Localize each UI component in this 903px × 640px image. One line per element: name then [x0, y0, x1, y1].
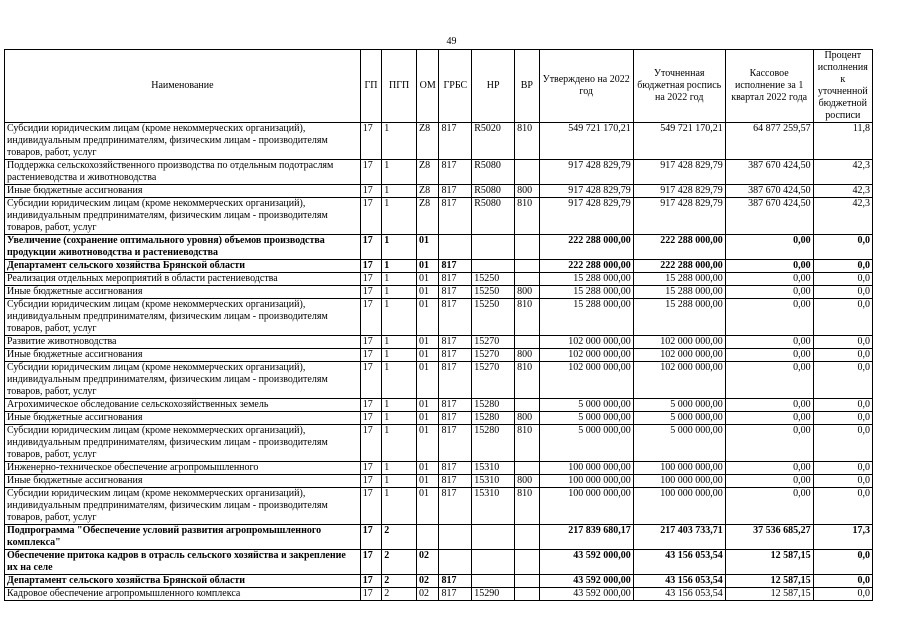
cell-percent: 0,0	[813, 399, 872, 412]
table-header-row	[5, 50, 873, 123]
cell-name: Иные бюджетные ассигнования	[5, 412, 361, 425]
cell-om: 01	[417, 286, 439, 299]
cell-om: 01	[417, 412, 439, 425]
cell-grbs: 817	[439, 286, 472, 299]
cell-name: Департамент сельского хозяйства Брянской области	[5, 260, 361, 273]
table-row	[5, 273, 873, 286]
cell-refined: 100 000 000,00	[633, 462, 725, 475]
cell-cash: 0,00	[725, 412, 813, 425]
cell-name: Субсидии юридическим лицам (кроме некоммерческих организаций), индивидуальным предпринимателям, физическим лицам - производителям товаров, работ, услуг	[5, 425, 361, 462]
cell-cash: 0,00	[725, 273, 813, 286]
cell-percent: 0,0	[813, 362, 872, 399]
cell-gp: 17	[360, 425, 381, 462]
cell-gp: 17	[360, 123, 381, 160]
cell-vr	[515, 273, 540, 286]
cell-refined: 917 428 829,79	[633, 185, 725, 198]
cell-gp: 17	[360, 286, 381, 299]
cell-grbs: 817	[439, 588, 472, 601]
cell-percent: 0,0	[813, 260, 872, 273]
cell-vr	[515, 336, 540, 349]
table-row	[5, 412, 873, 425]
table-row	[5, 349, 873, 362]
cell-om: 01	[417, 349, 439, 362]
cell-vr: 810	[515, 198, 540, 235]
cell-nr: R5080	[472, 160, 515, 185]
cell-name: Субсидии юридическим лицам (кроме некоммерческих организаций), индивидуальным предпринимателям, физическим лицам - производителям товаров, работ, услуг	[5, 198, 361, 235]
cell-cash: 0,00	[725, 425, 813, 462]
cell-om: Z8	[417, 160, 439, 185]
cell-cash: 0,00	[725, 475, 813, 488]
table-row	[5, 336, 873, 349]
cell-om: 01	[417, 273, 439, 286]
cell-approved: 43 592 000,00	[539, 575, 633, 588]
cell-approved: 100 000 000,00	[539, 475, 633, 488]
cell-ppgp: 1	[382, 198, 417, 235]
cell-vr: 800	[515, 286, 540, 299]
cell-gp: 17	[360, 273, 381, 286]
cell-name: Увеличение (сохранение оптимального уровня) объемов производства продукции животноводства и растениеводства	[5, 235, 361, 260]
cell-refined: 15 288 000,00	[633, 286, 725, 299]
cell-cash: 0,00	[725, 260, 813, 273]
header-vr: ВР	[515, 50, 540, 123]
cell-percent: 42,3	[813, 198, 872, 235]
cell-nr: R5080	[472, 198, 515, 235]
cell-om: 01	[417, 362, 439, 399]
cell-percent: 0,0	[813, 488, 872, 525]
cell-vr	[515, 160, 540, 185]
cell-nr: 15270	[472, 362, 515, 399]
cell-gp: 17	[360, 588, 381, 601]
table-row	[5, 425, 873, 462]
cell-gp: 17	[360, 575, 381, 588]
cell-vr	[515, 462, 540, 475]
cell-approved: 5 000 000,00	[539, 412, 633, 425]
cell-cash: 0,00	[725, 462, 813, 475]
cell-gp: 17	[360, 160, 381, 185]
cell-cash: 0,00	[725, 235, 813, 260]
table-row	[5, 185, 873, 198]
table-row	[5, 299, 873, 336]
table-row	[5, 462, 873, 475]
cell-grbs: 817	[439, 160, 472, 185]
cell-vr: 810	[515, 299, 540, 336]
cell-vr	[515, 235, 540, 260]
cell-ppgp: 1	[382, 160, 417, 185]
cell-percent: 0,0	[813, 336, 872, 349]
cell-cash: 387 670 424,50	[725, 185, 813, 198]
cell-om: 01	[417, 260, 439, 273]
cell-grbs: 817	[439, 273, 472, 286]
cell-refined: 102 000 000,00	[633, 362, 725, 399]
cell-om: 01	[417, 462, 439, 475]
cell-percent: 0,0	[813, 412, 872, 425]
cell-refined: 222 288 000,00	[633, 235, 725, 260]
cell-grbs: 817	[439, 299, 472, 336]
cell-percent: 0,0	[813, 273, 872, 286]
cell-refined: 100 000 000,00	[633, 488, 725, 525]
cell-grbs	[439, 525, 472, 550]
cell-om: 01	[417, 299, 439, 336]
cell-refined: 917 428 829,79	[633, 160, 725, 185]
cell-refined: 100 000 000,00	[633, 475, 725, 488]
cell-cash: 0,00	[725, 362, 813, 399]
cell-cash: 387 670 424,50	[725, 160, 813, 185]
table-row	[5, 286, 873, 299]
cell-ppgp: 1	[382, 185, 417, 198]
cell-om: Z8	[417, 123, 439, 160]
cell-percent: 0,0	[813, 462, 872, 475]
cell-gp: 17	[360, 475, 381, 488]
cell-percent: 0,0	[813, 575, 872, 588]
cell-approved: 43 592 000,00	[539, 588, 633, 601]
cell-ppgp: 1	[382, 286, 417, 299]
cell-refined: 102 000 000,00	[633, 336, 725, 349]
cell-percent: 0,0	[813, 425, 872, 462]
cell-ppgp: 1	[382, 235, 417, 260]
cell-percent: 0,0	[813, 550, 872, 575]
cell-approved: 102 000 000,00	[539, 349, 633, 362]
cell-refined: 549 721 170,21	[633, 123, 725, 160]
cell-vr	[515, 525, 540, 550]
cell-percent: 0,0	[813, 286, 872, 299]
cell-percent: 42,3	[813, 160, 872, 185]
cell-gp: 17	[360, 235, 381, 260]
cell-approved: 549 721 170,21	[539, 123, 633, 160]
cell-refined: 15 288 000,00	[633, 273, 725, 286]
table-row	[5, 575, 873, 588]
cell-nr	[472, 550, 515, 575]
cell-approved: 15 288 000,00	[539, 273, 633, 286]
cell-gp: 17	[360, 462, 381, 475]
cell-ppgp: 2	[382, 588, 417, 601]
cell-approved: 917 428 829,79	[539, 185, 633, 198]
cell-nr: 15280	[472, 425, 515, 462]
cell-nr: 15270	[472, 336, 515, 349]
cell-percent: 0,0	[813, 235, 872, 260]
cell-ppgp: 1	[382, 349, 417, 362]
cell-name: Развитие животноводства	[5, 336, 361, 349]
cell-approved: 100 000 000,00	[539, 462, 633, 475]
cell-percent: 11,8	[813, 123, 872, 160]
table-body	[5, 123, 873, 601]
cell-approved: 102 000 000,00	[539, 362, 633, 399]
cell-cash: 12 587,15	[725, 550, 813, 575]
cell-gp: 17	[360, 550, 381, 575]
cell-vr	[515, 399, 540, 412]
cell-om: 01	[417, 235, 439, 260]
cell-approved: 43 592 000,00	[539, 550, 633, 575]
table-row	[5, 525, 873, 550]
cell-approved: 917 428 829,79	[539, 160, 633, 185]
cell-grbs: 817	[439, 488, 472, 525]
cell-refined: 43 156 053,54	[633, 588, 725, 601]
cell-refined: 102 000 000,00	[633, 349, 725, 362]
page-number: 49	[446, 36, 457, 47]
table-row	[5, 550, 873, 575]
table-row	[5, 260, 873, 273]
cell-gp: 17	[360, 336, 381, 349]
cell-refined: 5 000 000,00	[633, 412, 725, 425]
cell-om: Z8	[417, 185, 439, 198]
cell-vr	[515, 588, 540, 601]
cell-name: Иные бюджетные ассигнования	[5, 185, 361, 198]
cell-nr: 15310	[472, 488, 515, 525]
cell-name: Иные бюджетные ассигнования	[5, 286, 361, 299]
cell-approved: 102 000 000,00	[539, 336, 633, 349]
cell-refined: 15 288 000,00	[633, 299, 725, 336]
cell-vr: 800	[515, 412, 540, 425]
cell-nr	[472, 260, 515, 273]
header-nr: НР	[472, 50, 515, 123]
cell-gp: 17	[360, 299, 381, 336]
cell-name: Субсидии юридическим лицам (кроме некоммерческих организаций), индивидуальным предпринимателям, физическим лицам - производителям товаров, работ, услуг	[5, 123, 361, 160]
header-om: ОМ	[417, 50, 439, 123]
cell-grbs: 817	[439, 425, 472, 462]
cell-vr	[515, 575, 540, 588]
cell-ppgp: 1	[382, 425, 417, 462]
cell-refined: 5 000 000,00	[633, 425, 725, 462]
cell-gp: 17	[360, 412, 381, 425]
header-grbs: ГРБС	[439, 50, 472, 123]
cell-cash: 0,00	[725, 349, 813, 362]
cell-cash: 0,00	[725, 299, 813, 336]
cell-refined: 217 403 733,71	[633, 525, 725, 550]
header-approved: Утверждено на 2022 год	[539, 50, 633, 123]
cell-name: Обеспечение притока кадров в отрасль сельского хозяйства и закрепление их на селе	[5, 550, 361, 575]
cell-gp: 17	[360, 260, 381, 273]
cell-ppgp: 2	[382, 550, 417, 575]
cell-refined: 43 156 053,54	[633, 550, 725, 575]
cell-ppgp: 1	[382, 475, 417, 488]
cell-grbs	[439, 235, 472, 260]
cell-name: Субсидии юридическим лицам (кроме некоммерческих организаций), индивидуальным предпринимателям, физическим лицам - производителям товаров, работ, услуг	[5, 362, 361, 399]
cell-grbs: 817	[439, 362, 472, 399]
header-ppgp: ПГП	[382, 50, 417, 123]
cell-approved: 5 000 000,00	[539, 399, 633, 412]
cell-om	[417, 525, 439, 550]
header-cash: Кассовое исполнение за 1 квартал 2022 года	[725, 50, 813, 123]
cell-name: Инженерно-техническое обеспечение агропромышленного	[5, 462, 361, 475]
cell-refined: 43 156 053,54	[633, 575, 725, 588]
cell-nr: 15280	[472, 399, 515, 412]
cell-vr: 810	[515, 123, 540, 160]
cell-vr	[515, 260, 540, 273]
table-row	[5, 362, 873, 399]
cell-gp: 17	[360, 362, 381, 399]
cell-grbs: 817	[439, 399, 472, 412]
cell-ppgp: 2	[382, 525, 417, 550]
cell-vr: 800	[515, 185, 540, 198]
cell-grbs	[439, 550, 472, 575]
table-row	[5, 475, 873, 488]
cell-grbs: 817	[439, 575, 472, 588]
cell-nr: R5080	[472, 185, 515, 198]
table-row	[5, 588, 873, 601]
cell-nr: 15310	[472, 475, 515, 488]
header-refined: Уточненная бюджетная роспись на 2022 год	[633, 50, 725, 123]
cell-om: 01	[417, 399, 439, 412]
cell-percent: 17,3	[813, 525, 872, 550]
cell-percent: 0,0	[813, 588, 872, 601]
cell-om: 01	[417, 488, 439, 525]
cell-name: Подпрограмма "Обеспечение условий развития агропромышленного комплекса"	[5, 525, 361, 550]
cell-grbs: 817	[439, 198, 472, 235]
cell-approved: 217 839 680,17	[539, 525, 633, 550]
cell-vr: 810	[515, 425, 540, 462]
cell-name: Субсидии юридическим лицам (кроме некоммерческих организаций), индивидуальным предпринимателям, физическим лицам - производителям товаров, работ, услуг	[5, 488, 361, 525]
table-row	[5, 235, 873, 260]
cell-om: 01	[417, 336, 439, 349]
cell-approved: 100 000 000,00	[539, 488, 633, 525]
cell-name: Иные бюджетные ассигнования	[5, 475, 361, 488]
cell-ppgp: 1	[382, 260, 417, 273]
cell-grbs: 817	[439, 185, 472, 198]
cell-grbs: 817	[439, 349, 472, 362]
header-gp: ГП	[360, 50, 381, 123]
cell-grbs: 817	[439, 412, 472, 425]
cell-percent: 0,0	[813, 475, 872, 488]
cell-percent: 0,0	[813, 299, 872, 336]
cell-grbs: 817	[439, 260, 472, 273]
cell-nr: 15280	[472, 412, 515, 425]
cell-om: Z8	[417, 198, 439, 235]
cell-gp: 17	[360, 349, 381, 362]
cell-vr: 810	[515, 362, 540, 399]
cell-nr: R5020	[472, 123, 515, 160]
cell-om: 01	[417, 425, 439, 462]
cell-vr: 810	[515, 488, 540, 525]
cell-nr: 15250	[472, 299, 515, 336]
cell-vr: 800	[515, 349, 540, 362]
cell-cash: 0,00	[725, 286, 813, 299]
cell-cash: 0,00	[725, 399, 813, 412]
cell-refined: 917 428 829,79	[633, 198, 725, 235]
cell-ppgp: 1	[382, 299, 417, 336]
cell-cash: 0,00	[725, 336, 813, 349]
cell-ppgp: 2	[382, 575, 417, 588]
cell-approved: 222 288 000,00	[539, 235, 633, 260]
cell-grbs: 817	[439, 123, 472, 160]
cell-gp: 17	[360, 198, 381, 235]
header-name: Наименование	[5, 50, 361, 123]
cell-ppgp: 1	[382, 412, 417, 425]
cell-ppgp: 1	[382, 462, 417, 475]
cell-approved: 222 288 000,00	[539, 260, 633, 273]
cell-cash: 12 587,15	[725, 575, 813, 588]
cell-nr	[472, 575, 515, 588]
cell-percent: 42,3	[813, 185, 872, 198]
cell-cash: 0,00	[725, 488, 813, 525]
cell-ppgp: 1	[382, 362, 417, 399]
cell-approved: 15 288 000,00	[539, 299, 633, 336]
cell-nr: 15270	[472, 349, 515, 362]
table-row	[5, 160, 873, 185]
budget-table	[4, 49, 873, 601]
cell-om: 02	[417, 575, 439, 588]
cell-name: Агрохимическое обследование сельскохозяйственных земель	[5, 399, 361, 412]
cell-grbs: 817	[439, 462, 472, 475]
cell-om: 02	[417, 550, 439, 575]
cell-cash: 64 877 259,57	[725, 123, 813, 160]
cell-nr	[472, 525, 515, 550]
cell-nr: 15310	[472, 462, 515, 475]
cell-ppgp: 1	[382, 488, 417, 525]
cell-approved: 15 288 000,00	[539, 286, 633, 299]
cell-grbs: 817	[439, 475, 472, 488]
cell-approved: 917 428 829,79	[539, 198, 633, 235]
cell-nr: 15250	[472, 273, 515, 286]
cell-name: Иные бюджетные ассигнования	[5, 349, 361, 362]
cell-name: Субсидии юридическим лицам (кроме некоммерческих организаций), индивидуальным предпринимателям, физическим лицам - производителям товаров, работ, услуг	[5, 299, 361, 336]
cell-nr	[472, 235, 515, 260]
cell-ppgp: 1	[382, 123, 417, 160]
cell-approved: 5 000 000,00	[539, 425, 633, 462]
cell-name: Кадровое обеспечение агропромышленного комплекса	[5, 588, 361, 601]
cell-gp: 17	[360, 488, 381, 525]
cell-gp: 17	[360, 525, 381, 550]
cell-percent: 0,0	[813, 349, 872, 362]
cell-refined: 222 288 000,00	[633, 260, 725, 273]
cell-vr	[515, 550, 540, 575]
cell-gp: 17	[360, 185, 381, 198]
cell-vr: 800	[515, 475, 540, 488]
cell-name: Реализация отдельных мероприятий в области растениеводства	[5, 273, 361, 286]
cell-nr: 15250	[472, 286, 515, 299]
cell-name: Департамент сельского хозяйства Брянской области	[5, 575, 361, 588]
cell-om: 01	[417, 475, 439, 488]
cell-cash: 12 587,15	[725, 588, 813, 601]
header-percent: Процент исполнения к уточненной бюджетной росписи	[813, 50, 872, 123]
table-row	[5, 198, 873, 235]
cell-ppgp: 1	[382, 273, 417, 286]
table-row	[5, 123, 873, 160]
cell-name: Поддержка сельскохозяйственного производства по отдельным подотраслям растениеводства и животноводства	[5, 160, 361, 185]
cell-ppgp: 1	[382, 336, 417, 349]
cell-gp: 17	[360, 399, 381, 412]
cell-grbs: 817	[439, 336, 472, 349]
table-row	[5, 399, 873, 412]
cell-cash: 37 536 685,27	[725, 525, 813, 550]
table-row	[5, 488, 873, 525]
cell-refined: 5 000 000,00	[633, 399, 725, 412]
cell-nr: 15290	[472, 588, 515, 601]
cell-om: 02	[417, 588, 439, 601]
cell-ppgp: 1	[382, 399, 417, 412]
cell-cash: 387 670 424,50	[725, 198, 813, 235]
